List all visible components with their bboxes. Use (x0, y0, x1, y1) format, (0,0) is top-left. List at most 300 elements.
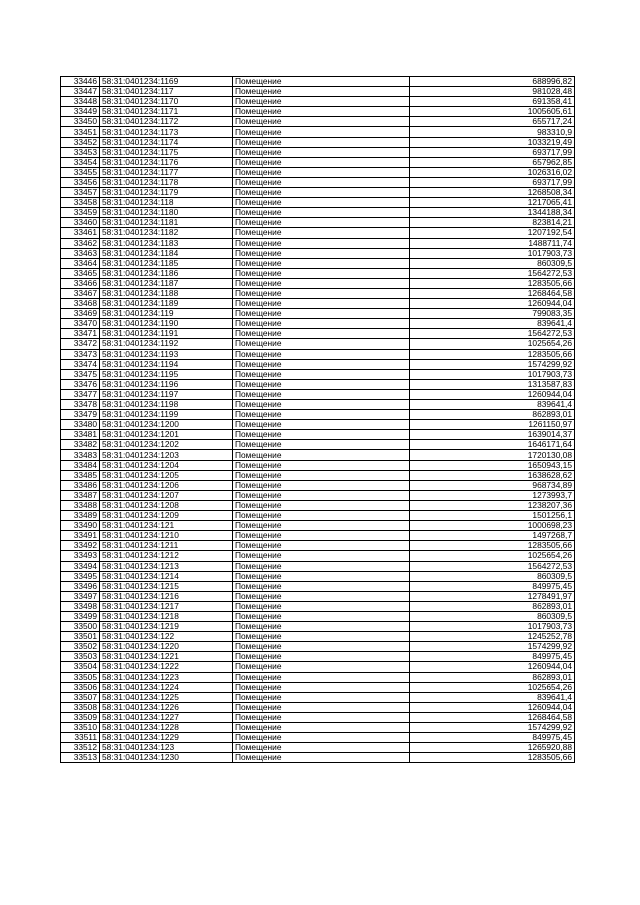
table-row (61, 228, 575, 238)
cadastral-number-cell: 58:31:0401234:1215 (100, 581, 233, 591)
table-row (61, 511, 575, 521)
object-type-cell: Помещение (233, 733, 410, 743)
object-type-cell: Помещение (233, 218, 410, 228)
table-row (61, 400, 575, 410)
row-number-cell: 33502 (61, 642, 100, 652)
table-row (61, 420, 575, 430)
cadastral-value-cell: 849975,45 (410, 733, 575, 743)
cadastral-value-cell: 1033219,49 (410, 137, 575, 147)
row-number-cell: 33501 (61, 632, 100, 642)
row-number-cell: 33493 (61, 551, 100, 561)
table-row (61, 622, 575, 632)
row-number-cell: 33465 (61, 268, 100, 278)
object-type-cell: Помещение (233, 268, 410, 278)
cadastral-number-cell: 58:31:0401234:1177 (100, 167, 233, 177)
table-row (61, 490, 575, 500)
cadastral-value-cell: 1638628,62 (410, 470, 575, 480)
cadastral-value-cell: 1488711,74 (410, 238, 575, 248)
row-number-cell: 33513 (61, 753, 100, 763)
table-row (61, 238, 575, 248)
cadastral-number-cell: 58:31:0401234:1186 (100, 268, 233, 278)
cadastral-number-cell: 58:31:0401234:1192 (100, 339, 233, 349)
row-number-cell: 33453 (61, 147, 100, 157)
cadastral-number-cell: 58:31:0401234:1180 (100, 208, 233, 218)
row-number-cell: 33506 (61, 682, 100, 692)
table-row (61, 531, 575, 541)
cadastral-number-cell: 58:31:0401234:1183 (100, 238, 233, 248)
row-number-cell: 33476 (61, 379, 100, 389)
cadastral-number-cell: 58:31:0401234:1209 (100, 511, 233, 521)
object-type-cell: Помещение (233, 188, 410, 198)
object-type-cell: Помещение (233, 349, 410, 359)
cadastral-number-cell: 58:31:0401234:1205 (100, 470, 233, 480)
table-row (61, 188, 575, 198)
row-number-cell: 33454 (61, 157, 100, 167)
table-row (61, 611, 575, 621)
cadastral-value-cell: 1564272,53 (410, 268, 575, 278)
cadastral-value-table (60, 76, 575, 763)
cadastral-value-cell: 860309,5 (410, 611, 575, 621)
table-row (61, 208, 575, 218)
object-type-cell: Помещение (233, 430, 410, 440)
table-row (61, 652, 575, 662)
object-type-cell: Помещение (233, 723, 410, 733)
object-type-cell: Помещение (233, 389, 410, 399)
row-number-cell: 33505 (61, 672, 100, 682)
cadastral-value-cell: 657962,85 (410, 157, 575, 167)
object-type-cell: Помещение (233, 571, 410, 581)
object-type-cell: Помещение (233, 601, 410, 611)
row-number-cell: 33459 (61, 208, 100, 218)
cadastral-value-cell: 823814,21 (410, 218, 575, 228)
table-row (61, 359, 575, 369)
table-row (61, 299, 575, 309)
row-number-cell: 33491 (61, 531, 100, 541)
object-type-cell: Помещение (233, 591, 410, 601)
row-number-cell: 33492 (61, 541, 100, 551)
table-row (61, 632, 575, 642)
table-row (61, 723, 575, 733)
cadastral-number-cell: 58:31:0401234:1174 (100, 137, 233, 147)
object-type-cell: Помещение (233, 561, 410, 571)
table-row (61, 288, 575, 298)
object-type-cell: Помещение (233, 702, 410, 712)
cadastral-number-cell: 58:31:0401234:1179 (100, 188, 233, 198)
row-number-cell: 33457 (61, 188, 100, 198)
table-row (61, 480, 575, 490)
table-row (61, 379, 575, 389)
cadastral-number-cell: 58:31:0401234:1176 (100, 157, 233, 167)
cadastral-value-cell: 1639014,37 (410, 430, 575, 440)
table-row (61, 470, 575, 480)
row-number-cell: 33461 (61, 228, 100, 238)
table-row (61, 743, 575, 753)
cadastral-number-cell: 58:31:0401234:1193 (100, 349, 233, 359)
row-number-cell: 33472 (61, 339, 100, 349)
row-number-cell: 33455 (61, 167, 100, 177)
cadastral-number-cell: 58:31:0401234:1172 (100, 117, 233, 127)
row-number-cell: 33448 (61, 97, 100, 107)
row-number-cell: 33456 (61, 177, 100, 187)
cadastral-number-cell: 58:31:0401234:1223 (100, 672, 233, 682)
row-number-cell: 33481 (61, 430, 100, 440)
cadastral-value-cell: 1273993,7 (410, 490, 575, 500)
object-type-cell: Помещение (233, 147, 410, 157)
row-number-cell: 33512 (61, 743, 100, 753)
object-type-cell: Помещение (233, 208, 410, 218)
table-row (61, 107, 575, 117)
table-row (61, 339, 575, 349)
row-number-cell: 33510 (61, 723, 100, 733)
cadastral-value-cell: 1574299,92 (410, 359, 575, 369)
object-type-cell: Помещение (233, 611, 410, 621)
table-row (61, 712, 575, 722)
row-number-cell: 33485 (61, 470, 100, 480)
table-row (61, 389, 575, 399)
cadastral-value-cell: 693717,99 (410, 147, 575, 157)
cadastral-number-cell: 58:31:0401234:1220 (100, 642, 233, 652)
cadastral-number-cell: 58:31:0401234:1212 (100, 551, 233, 561)
cadastral-value-cell: 1017903,73 (410, 248, 575, 258)
cadastral-number-cell: 58:31:0401234:1187 (100, 278, 233, 288)
row-number-cell: 33464 (61, 258, 100, 268)
table-row (61, 369, 575, 379)
row-number-cell: 33499 (61, 611, 100, 621)
row-number-cell: 33463 (61, 248, 100, 258)
cadastral-value-cell: 1005605,61 (410, 107, 575, 117)
object-type-cell: Помещение (233, 339, 410, 349)
table-row (61, 591, 575, 601)
row-number-cell: 33504 (61, 662, 100, 672)
table-row (61, 753, 575, 763)
cadastral-number-cell: 58:31:0401234:1217 (100, 601, 233, 611)
row-number-cell: 33473 (61, 349, 100, 359)
cadastral-value-cell: 849975,45 (410, 652, 575, 662)
cadastral-value-cell: 1238207,36 (410, 500, 575, 510)
table-row (61, 702, 575, 712)
object-type-cell: Помещение (233, 299, 410, 309)
table-row (61, 460, 575, 470)
row-number-cell: 33449 (61, 107, 100, 117)
table-row (61, 77, 575, 87)
table-row (61, 601, 575, 611)
row-number-cell: 33487 (61, 490, 100, 500)
cadastral-number-cell: 58:31:0401234:1229 (100, 733, 233, 743)
row-number-cell: 33477 (61, 389, 100, 399)
cadastral-number-cell: 58:31:0401234:1230 (100, 753, 233, 763)
table-row (61, 177, 575, 187)
table-row (61, 581, 575, 591)
object-type-cell: Помещение (233, 288, 410, 298)
object-type-cell: Помещение (233, 177, 410, 187)
row-number-cell: 33482 (61, 440, 100, 450)
object-type-cell: Помещение (233, 379, 410, 389)
cadastral-number-cell: 58:31:0401234:1204 (100, 460, 233, 470)
cadastral-number-cell: 58:31:0401234:1226 (100, 702, 233, 712)
cadastral-value-cell: 981028,48 (410, 87, 575, 97)
row-number-cell: 33495 (61, 571, 100, 581)
row-number-cell: 33483 (61, 450, 100, 460)
table-row (61, 137, 575, 147)
row-number-cell: 33446 (61, 77, 100, 87)
cadastral-value-cell: 1313587,83 (410, 379, 575, 389)
cadastral-number-cell: 58:31:0401234:123 (100, 743, 233, 753)
table-row (61, 642, 575, 652)
cadastral-number-cell: 58:31:0401234:1216 (100, 591, 233, 601)
row-number-cell: 33466 (61, 278, 100, 288)
object-type-cell: Помещение (233, 258, 410, 268)
object-type-cell: Помещение (233, 137, 410, 147)
cadastral-value-cell: 693717,99 (410, 177, 575, 187)
cadastral-number-cell: 58:31:0401234:1178 (100, 177, 233, 187)
row-number-cell: 33486 (61, 480, 100, 490)
object-type-cell: Помещение (233, 753, 410, 763)
table-row (61, 682, 575, 692)
table-row (61, 410, 575, 420)
cadastral-value-cell: 1017903,73 (410, 369, 575, 379)
cadastral-number-cell: 58:31:0401234:1207 (100, 490, 233, 500)
object-type-cell: Помещение (233, 692, 410, 702)
cadastral-number-cell: 58:31:0401234:1206 (100, 480, 233, 490)
cadastral-value-cell: 968734,89 (410, 480, 575, 490)
cadastral-value-cell: 1000698,23 (410, 521, 575, 531)
table-row (61, 500, 575, 510)
cadastral-value-cell: 1268464,58 (410, 288, 575, 298)
cadastral-number-cell: 58:31:0401234:1219 (100, 622, 233, 632)
row-number-cell: 33490 (61, 521, 100, 531)
object-type-cell: Помещение (233, 238, 410, 248)
cadastral-value-cell: 839641,4 (410, 400, 575, 410)
cadastral-number-cell: 58:31:0401234:1169 (100, 77, 233, 87)
row-number-cell: 33474 (61, 359, 100, 369)
cadastral-value-cell: 1026316,02 (410, 167, 575, 177)
object-type-cell: Помещение (233, 107, 410, 117)
cadastral-number-cell: 58:31:0401234:1181 (100, 218, 233, 228)
row-number-cell: 33484 (61, 460, 100, 470)
row-number-cell: 33496 (61, 581, 100, 591)
cadastral-number-cell: 58:31:0401234:1224 (100, 682, 233, 692)
row-number-cell: 33488 (61, 500, 100, 510)
cadastral-value-cell: 1260944,04 (410, 389, 575, 399)
object-type-cell: Помещение (233, 662, 410, 672)
cadastral-number-cell: 58:31:0401234:1200 (100, 420, 233, 430)
object-type-cell: Помещение (233, 440, 410, 450)
cadastral-number-cell: 58:31:0401234:1210 (100, 531, 233, 541)
cadastral-value-cell: 862893,01 (410, 410, 575, 420)
cadastral-value-cell: 1017903,73 (410, 622, 575, 632)
table-row (61, 97, 575, 107)
cadastral-number-cell: 58:31:0401234:121 (100, 521, 233, 531)
table-row (61, 672, 575, 682)
cadastral-number-cell: 58:31:0401234:1191 (100, 329, 233, 339)
cadastral-number-cell: 58:31:0401234:1221 (100, 652, 233, 662)
row-number-cell: 33468 (61, 299, 100, 309)
object-type-cell: Помещение (233, 581, 410, 591)
cadastral-value-cell: 1283505,66 (410, 753, 575, 763)
cadastral-number-cell: 58:31:0401234:1198 (100, 400, 233, 410)
row-number-cell: 33507 (61, 692, 100, 702)
row-number-cell: 33478 (61, 400, 100, 410)
cadastral-value-cell: 860309,5 (410, 258, 575, 268)
cadastral-number-cell: 58:31:0401234:119 (100, 309, 233, 319)
row-number-cell: 33452 (61, 137, 100, 147)
table-row (61, 218, 575, 228)
cadastral-value-cell: 1646171,64 (410, 440, 575, 450)
object-type-cell: Помещение (233, 97, 410, 107)
cadastral-value-cell: 1278491,97 (410, 591, 575, 601)
cadastral-number-cell: 58:31:0401234:1185 (100, 258, 233, 268)
cadastral-number-cell: 58:31:0401234:1189 (100, 299, 233, 309)
table-row (61, 692, 575, 702)
row-number-cell: 33497 (61, 591, 100, 601)
cadastral-value-cell: 1564272,53 (410, 561, 575, 571)
object-type-cell: Помещение (233, 228, 410, 238)
object-type-cell: Помещение (233, 712, 410, 722)
table-row (61, 733, 575, 743)
cadastral-value-cell: 655717,24 (410, 117, 575, 127)
cadastral-value-cell: 1283505,66 (410, 278, 575, 288)
cadastral-value-cell: 1025654,26 (410, 551, 575, 561)
cadastral-value-cell: 862893,01 (410, 672, 575, 682)
cadastral-value-cell: 1025654,26 (410, 339, 575, 349)
cadastral-number-cell: 58:31:0401234:1199 (100, 410, 233, 420)
cadastral-value-cell: 1501256,1 (410, 511, 575, 521)
object-type-cell: Помещение (233, 117, 410, 127)
object-type-cell: Помещение (233, 490, 410, 500)
cadastral-number-cell: 58:31:0401234:1190 (100, 319, 233, 329)
table-row (61, 329, 575, 339)
cadastral-value-cell: 862893,01 (410, 601, 575, 611)
cadastral-number-cell: 58:31:0401234:1225 (100, 692, 233, 702)
table-row (61, 430, 575, 440)
cadastral-number-cell: 58:31:0401234:1208 (100, 500, 233, 510)
object-type-cell: Помещение (233, 642, 410, 652)
cadastral-value-cell: 1283505,66 (410, 349, 575, 359)
object-type-cell: Помещение (233, 359, 410, 369)
table-row (61, 117, 575, 127)
row-number-cell: 33500 (61, 622, 100, 632)
cadastral-value-cell: 1574299,92 (410, 642, 575, 652)
table-row (61, 87, 575, 97)
object-type-cell: Помещение (233, 369, 410, 379)
cadastral-number-cell: 58:31:0401234:1196 (100, 379, 233, 389)
cadastral-value-cell: 1344188,34 (410, 208, 575, 218)
object-type-cell: Помещение (233, 77, 410, 87)
table-body (61, 77, 575, 763)
cadastral-value-cell: 1650943,15 (410, 460, 575, 470)
object-type-cell: Помещение (233, 157, 410, 167)
cadastral-value-cell: 1025654,26 (410, 682, 575, 692)
cadastral-value-cell: 1268464,58 (410, 712, 575, 722)
cadastral-value-cell: 688996,82 (410, 77, 575, 87)
object-type-cell: Помещение (233, 400, 410, 410)
object-type-cell: Помещение (233, 248, 410, 258)
object-type-cell: Помещение (233, 167, 410, 177)
row-number-cell: 33503 (61, 652, 100, 662)
row-number-cell: 33450 (61, 117, 100, 127)
cadastral-number-cell: 58:31:0401234:1228 (100, 723, 233, 733)
object-type-cell: Помещение (233, 551, 410, 561)
cadastral-number-cell: 58:31:0401234:1201 (100, 430, 233, 440)
table-row (61, 541, 575, 551)
object-type-cell: Помещение (233, 127, 410, 137)
row-number-cell: 33447 (61, 87, 100, 97)
cadastral-value-cell: 983310,9 (410, 127, 575, 137)
table-row (61, 157, 575, 167)
table-row (61, 127, 575, 137)
cadastral-number-cell: 58:31:0401234:118 (100, 198, 233, 208)
object-type-cell: Помещение (233, 622, 410, 632)
object-type-cell: Помещение (233, 672, 410, 682)
object-type-cell: Помещение (233, 470, 410, 480)
object-type-cell: Помещение (233, 682, 410, 692)
table-row (61, 440, 575, 450)
cadastral-value-cell: 1260944,04 (410, 299, 575, 309)
table-row (61, 571, 575, 581)
row-number-cell: 33509 (61, 712, 100, 722)
row-number-cell: 33480 (61, 420, 100, 430)
cadastral-number-cell: 58:31:0401234:1197 (100, 389, 233, 399)
cadastral-value-cell: 839641,4 (410, 319, 575, 329)
object-type-cell: Помещение (233, 410, 410, 420)
cadastral-value-cell: 839641,4 (410, 692, 575, 702)
row-number-cell: 33471 (61, 329, 100, 339)
table-row (61, 319, 575, 329)
cadastral-number-cell: 58:31:0401234:1211 (100, 541, 233, 551)
object-type-cell: Помещение (233, 450, 410, 460)
row-number-cell: 33511 (61, 733, 100, 743)
cadastral-number-cell: 58:31:0401234:1213 (100, 561, 233, 571)
cadastral-value-cell: 1207192,54 (410, 228, 575, 238)
object-type-cell: Помещение (233, 420, 410, 430)
object-type-cell: Помещение (233, 329, 410, 339)
cadastral-value-cell: 1217065,41 (410, 198, 575, 208)
row-number-cell: 33467 (61, 288, 100, 298)
cadastral-value-cell: 1260944,04 (410, 662, 575, 672)
cadastral-number-cell: 58:31:0401234:1175 (100, 147, 233, 157)
object-type-cell: Помещение (233, 460, 410, 470)
cadastral-number-cell: 58:31:0401234:1214 (100, 571, 233, 581)
cadastral-number-cell: 58:31:0401234:117 (100, 87, 233, 97)
cadastral-number-cell: 58:31:0401234:1184 (100, 248, 233, 258)
table-row (61, 147, 575, 157)
table-row (61, 561, 575, 571)
cadastral-number-cell: 58:31:0401234:122 (100, 632, 233, 642)
table-row (61, 450, 575, 460)
cadastral-number-cell: 58:31:0401234:1182 (100, 228, 233, 238)
cadastral-number-cell: 58:31:0401234:1170 (100, 97, 233, 107)
object-type-cell: Помещение (233, 531, 410, 541)
table-row (61, 248, 575, 258)
row-number-cell: 33460 (61, 218, 100, 228)
row-number-cell: 33469 (61, 309, 100, 319)
cadastral-number-cell: 58:31:0401234:1188 (100, 288, 233, 298)
object-type-cell: Помещение (233, 319, 410, 329)
cadastral-value-cell: 1574299,92 (410, 723, 575, 733)
object-type-cell: Помещение (233, 198, 410, 208)
row-number-cell: 33475 (61, 369, 100, 379)
table-row (61, 198, 575, 208)
cadastral-value-cell: 1265920,88 (410, 743, 575, 753)
cadastral-value-cell: 1260944,04 (410, 702, 575, 712)
cadastral-value-cell: 1720130,08 (410, 450, 575, 460)
table-row (61, 167, 575, 177)
object-type-cell: Помещение (233, 743, 410, 753)
cadastral-number-cell: 58:31:0401234:1218 (100, 611, 233, 621)
cadastral-number-cell: 58:31:0401234:1203 (100, 450, 233, 460)
object-type-cell: Помещение (233, 500, 410, 510)
object-type-cell: Помещение (233, 87, 410, 97)
